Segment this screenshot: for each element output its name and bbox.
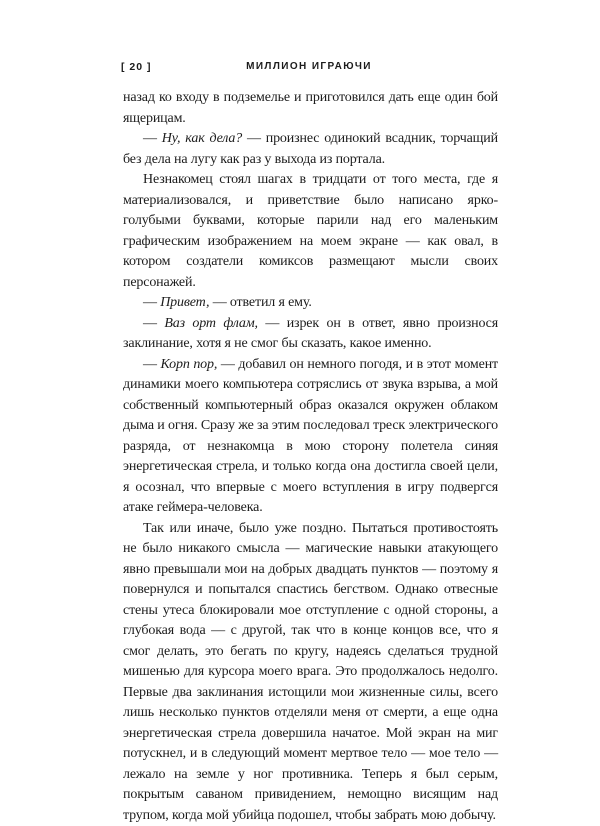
paragraph <box>123 129 498 170</box>
paragraph <box>123 88 498 129</box>
text-segment: Незнакомец стоял шагах в тридцати от того места, где я материализовался, и приветствие было написано ярко-голубыми буквами, которые парили над его маленьким графическим изображением на моем экране — как овал, в котором создатели комиксов размещают мысли своих персонажей. <box>123 172 498 290</box>
text-segment: — изрек он в ответ, явно произнося заклинание, хотя я не смог бы сказать, какое именно. <box>123 316 498 352</box>
paragraph <box>123 314 498 355</box>
paragraph <box>123 519 498 826</box>
text-segment: — <box>143 357 161 372</box>
text-segment: Так или иначе, было уже поздно. Пытаться противостоять не было никакого смысла — магические навыки атакующего явно превышали мои на добрых двадцать пунктов — поэтому я повернулся и попытался спастись бегством. Однако отвесные стены утеса блокировали мое отступление с одной стороны, а глубокая вода — с другой, так что в конце концов все, что я смог делать, это бегать по кругу, надеясь сделаться трудной мишенью для курсора моего врага. Это продолжалось недолго. Первые два заклинания истощили мои жизненные силы, всего лишь несколько пунктов отделяли меня от смерти, а еще одна энергетическая стрела довершила начатое. Мой экран на миг потускнел, и в следующий момент мертвое тело — мое тело — лежало на земле у ног противника. Теперь я был серым, покрытым саваном привидением, немощно висящим над трупом, когда мой убийца подошел, чтобы забрать мою добычу. <box>123 521 498 823</box>
italic-speech: Привет, <box>160 295 209 310</box>
italic-speech: Ваз орт флам, <box>164 316 258 331</box>
text-segment: — <box>143 316 164 331</box>
text-segment: — произнес одинокий всадник, торчащий без дела на лугу как раз у выхода из портала. <box>123 131 498 167</box>
body-text <box>123 88 498 826</box>
text-segment: — <box>143 295 160 310</box>
book-title: МИЛЛИОН ИГРАЮЧИ <box>121 61 497 72</box>
paragraph <box>123 170 498 293</box>
text-segment: — добавил он немного погодя, и в этот момент динамики моего компьютера сотряслись от звука взрыва, а мой собственный компьютерный образ оказался окружен облаком дыма и огня. Сразу же за этим последовал треск электрического разряда, от незнакомца в мою сторону полетела синяя энергетическая стрела, и только когда она достигла своей цели, я осознал, что впервые с моего вступления в игру подвергся атаке геймера-человека. <box>123 357 498 516</box>
text-segment: — <box>143 131 162 146</box>
text-segment: назад ко входу в подземелье и приготовился дать еще один бой ящерицам. <box>123 90 498 126</box>
text-segment: — ответил я ему. <box>209 295 311 310</box>
running-head <box>121 61 497 77</box>
paragraph <box>123 293 498 314</box>
paragraph <box>123 355 498 519</box>
italic-speech: Корп пор, <box>161 357 218 372</box>
page-number: [ 20 ] <box>121 61 152 73</box>
italic-speech: Ну, как дела? <box>162 131 242 146</box>
